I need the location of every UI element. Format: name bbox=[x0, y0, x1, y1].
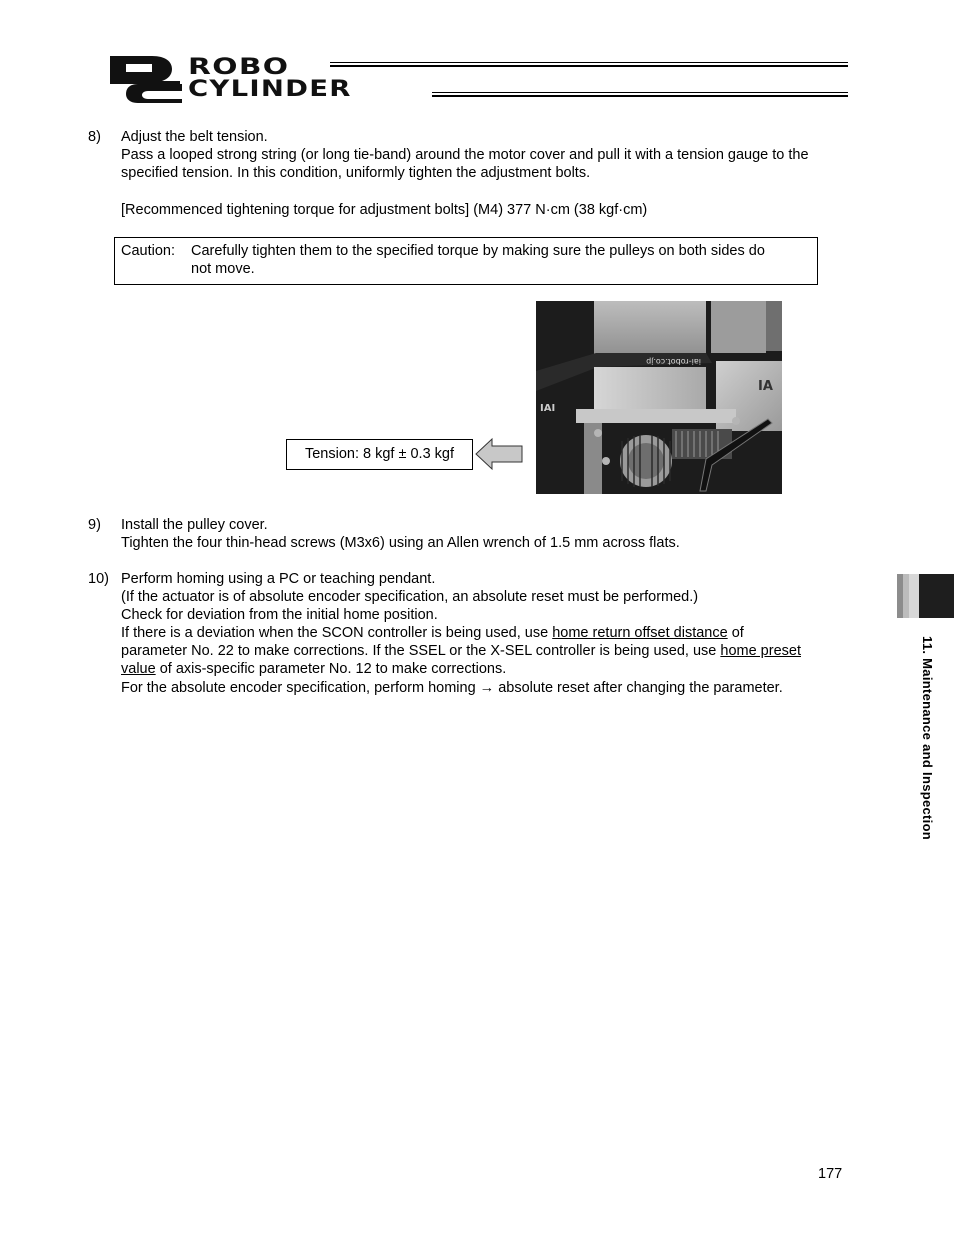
photo-logo-text: IAI bbox=[540, 403, 556, 414]
step-8-number: 8) bbox=[88, 129, 101, 145]
belt-tension-photo bbox=[536, 301, 782, 494]
home-preset-term-part-2: value bbox=[121, 661, 156, 677]
step-8-line-1: Pass a looped strong string (or long tie-band) around the motor cover and pull it with a tension gauge to the bbox=[121, 147, 809, 163]
tension-label-box bbox=[286, 439, 473, 470]
step-10-line-1: (If the actuator is of absolute encoder specification, an absolute reset must be performed.) bbox=[121, 589, 699, 605]
step-9-title: Install the pulley cover. bbox=[121, 517, 268, 533]
section-tab-dark-block bbox=[919, 574, 954, 618]
section-tab-grey-stripe bbox=[897, 574, 919, 618]
step-10-line-3 bbox=[121, 624, 744, 642]
section-side-label: 11. Maintenance and Inspection bbox=[920, 636, 935, 841]
photo-logo-text-2: IA bbox=[758, 379, 773, 394]
caution-line-2: not move. bbox=[191, 261, 255, 277]
header-rule-top bbox=[330, 62, 848, 63]
step-10-title: Perform homing using a PC or teaching pendant. bbox=[121, 571, 436, 587]
step-10-line-4-a: parameter No. 22 to make corrections. If the SSEL or the X-SEL controller is being used, use bbox=[121, 643, 721, 659]
home-return-offset-distance-term: home return offset distance bbox=[552, 625, 728, 641]
step-9-line-1: Tighten the four thin-head screws (M3x6) using an Allen wrench of 1.5 mm across flats. bbox=[121, 535, 680, 551]
rc-logo-mark-icon bbox=[108, 54, 184, 104]
logo-line-robo: ROBO bbox=[188, 55, 290, 80]
header-rule-top-thick bbox=[330, 65, 848, 67]
pulley-photo-illustration bbox=[536, 301, 782, 494]
step-10-line-2: Check for deviation from the initial home position. bbox=[121, 607, 438, 623]
page-number: 177 bbox=[818, 1166, 843, 1182]
step-10-line-3-a: If there is a deviation when the SCON controller is being used, use bbox=[121, 625, 553, 641]
step-9-number: 9) bbox=[88, 517, 101, 533]
tension-label: Tension: 8 kgf ± 0.3 kgf bbox=[304, 446, 454, 462]
photo-url-text: iai-robot.co.jp bbox=[646, 357, 701, 366]
step-10-line-3-b: of bbox=[727, 625, 744, 641]
step-10-line-4 bbox=[121, 642, 801, 660]
header-rule-bottom bbox=[432, 92, 848, 93]
step-10-line-5 bbox=[121, 660, 506, 678]
logo-line-cylinder: CYLINDER bbox=[188, 77, 352, 102]
step-8-line-2: specified tension. In this condition, uniformly tighten the adjustment bolts. bbox=[121, 165, 591, 181]
header-rule-bottom-thick bbox=[432, 95, 848, 97]
caution-label: Caution: bbox=[121, 243, 176, 259]
caution-line-1: Carefully tighten them to the specified torque by making sure the pulleys on both sides do bbox=[191, 243, 765, 259]
left-arrow-icon bbox=[474, 437, 524, 471]
step-10-line-6: For the absolute encoder specification, perform homing → absolute reset after changing the parameter. bbox=[121, 680, 783, 696]
step-10-number: 10) bbox=[88, 571, 109, 587]
step-10-line-5-b: of axis-specific parameter No. 12 to make corrections. bbox=[155, 661, 507, 677]
step-8-torque: [Recommenced tightening torque for adjustment bolts] (M4) 377 N·cm (38 kgf·cm) bbox=[121, 202, 648, 218]
caution-box bbox=[114, 237, 818, 285]
home-preset-term-part-1: home preset bbox=[720, 643, 801, 659]
step-8-title: Adjust the belt tension. bbox=[121, 129, 268, 145]
